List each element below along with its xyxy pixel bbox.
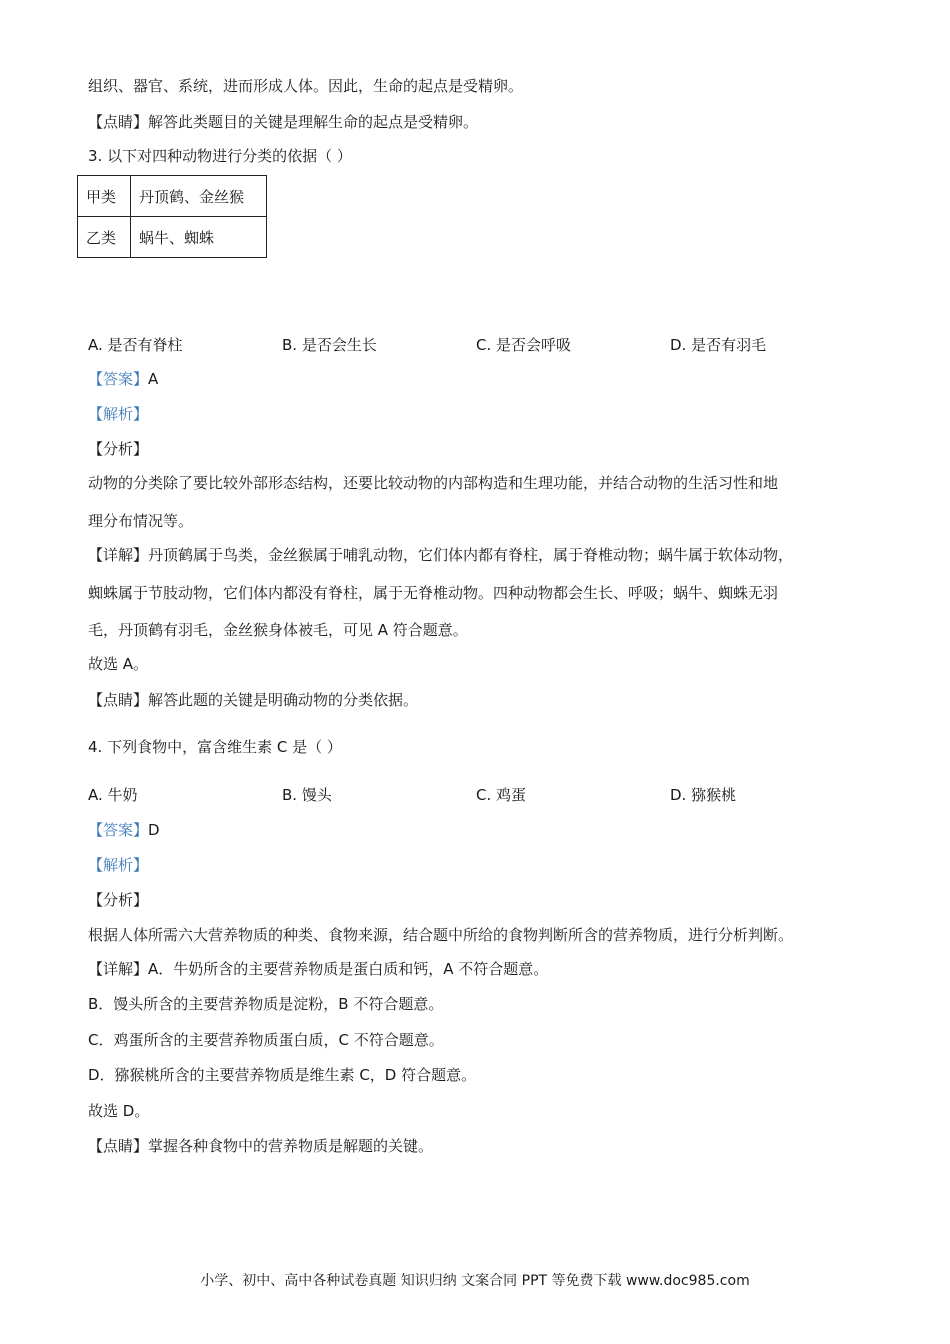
table-row [78,217,267,258]
option-d: D. 猕猴桃 [670,786,737,804]
answer-line [88,369,158,389]
table-cell-value: 丹顶鹤、金丝猴 [131,176,267,217]
option-a: A. 牛奶 [88,786,138,804]
text-line: 【点睛】解答此题的关键是明确动物的分类依据。 [88,691,419,709]
text-line: B．馒头所含的主要营养物质是淀粉，B 不符合题意。 [88,995,444,1013]
analysis-tag: 【解析】 [88,405,149,423]
table-cell-value: 蜗牛、蜘蛛 [131,217,267,258]
option-d: D. 是否有羽毛 [670,336,767,354]
text-line: 【详解】丹顶鹤属于鸟类，金丝猴属于哺乳动物，它们体内都有脊柱，属于脊椎动物；蜗牛属于软体动物， [88,546,794,564]
text-line: 【详解】A．牛奶所含的主要营养物质是蛋白质和钙，A 不符合题意。 [88,960,549,978]
text-line: 动物的分类除了要比较外部形态结构，还要比较动物的内部构造和生理功能，并结合动物的生活习性和地 [88,474,779,492]
option-b: B. 馒头 [282,786,332,804]
text-line: 蜘蛛属于节肢动物，它们体内都没有脊柱，属于无脊椎动物。四种动物都会生长、呼吸；蜗牛、蜘蛛无羽 [88,584,779,602]
text-line: 毛，丹顶鹤有羽毛，金丝猴身体被毛，可见 A 符合题意。 [88,621,468,639]
text-line: 故选 A。 [88,655,149,673]
table-cell-label: 甲类 [78,176,131,217]
classification-table [77,175,267,258]
answer-tag: 【答案】 [88,370,149,388]
option-c: C. 是否会呼吸 [476,336,572,354]
analysis-heading: 【分析】 [88,440,149,458]
analysis-heading: 【分析】 [88,891,149,909]
question-3: 3. 以下对四种动物进行分类的依据（ ） [88,147,352,165]
text-line: 根据人体所需六大营养物质的种类、食物来源，结合题中所给的食物判断所含的营养物质，进行分析判断。 [88,926,794,944]
table-cell-label: 乙类 [78,217,131,258]
answer-value: A [148,370,159,388]
text-line: C．鸡蛋所含的主要营养物质蛋白质，C 不符合题意。 [88,1031,444,1049]
option-b: B. 是否会生长 [282,336,377,354]
text-line: 理分布情况等。 [88,512,194,530]
answer-value: D [148,821,160,839]
analysis-tag: 【解析】 [88,856,149,874]
text-line: 【点睛】掌握各种食物中的营养物质是解题的关键。 [88,1137,434,1155]
option-a: A. 是否有脊柱 [88,336,183,354]
table-row [78,176,267,217]
answer-line [88,820,160,840]
footer-text: 小学、初中、高中各种试卷真题 知识归纳 文案合同 PPT 等免费下载 www.doc985.com [200,1273,750,1289]
text-line: D．猕猴桃所含的主要营养物质是维生素 C，D 符合题意。 [88,1066,477,1084]
question-4: 4. 下列食物中，富含维生素 C 是（ ） [88,738,342,756]
answer-tag: 【答案】 [88,821,149,839]
option-c: C. 鸡蛋 [476,786,527,804]
text-line: 【点睛】解答此类题目的关键是理解生命的起点是受精卵。 [88,113,479,131]
text-line: 故选 D。 [88,1102,150,1120]
text-line: 组织、器官、系统，进而形成人体。因此，生命的起点是受精卵。 [88,77,524,95]
